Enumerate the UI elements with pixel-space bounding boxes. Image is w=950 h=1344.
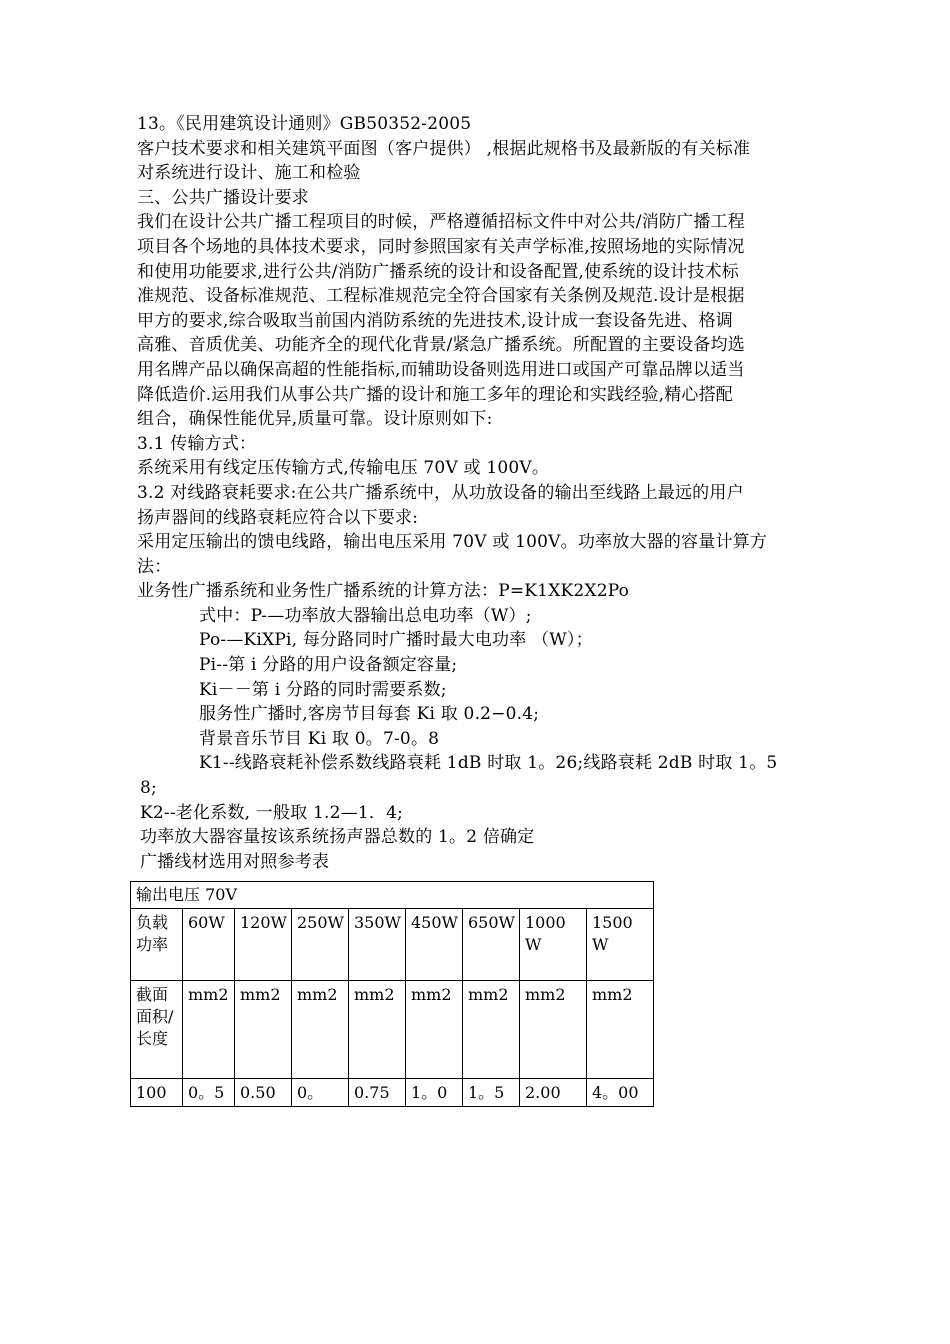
text-line: 8;: [140, 778, 157, 799]
text-line: 式中：P-—功率放大器输出总电功率（W）;: [199, 605, 532, 626]
table-cell: mm2: [235, 981, 292, 1079]
table-row: [131, 981, 654, 1079]
table-cell: mm2: [520, 981, 587, 1079]
table-cell: 250W: [292, 909, 349, 981]
body-text: [137, 112, 827, 604]
text-line: 客户技术要求和相关建筑平面图（客户提供） ,根据此规格书及最新版的有关标准: [137, 138, 751, 159]
text-line: 3.2 对线路衰耗要求:在公共广播系统中，从功放设备的输出至线路上最远的用户: [137, 482, 744, 503]
table-cell: 450W: [406, 909, 463, 981]
text-line: Po-—KiXPi, 每分路同时广播时最大电功率 （W）；: [199, 630, 593, 651]
table-cell: 60W: [183, 909, 235, 981]
table-cell: 0。: [292, 1079, 349, 1107]
text-line: 法：: [137, 556, 172, 577]
text-line: 扬声器间的线路衰耗应符合以下要求:: [137, 507, 419, 528]
text-line: 对系统进行设计、施工和检验: [137, 163, 361, 184]
table-cell: 2.00: [520, 1079, 587, 1107]
formula-definitions: [137, 604, 827, 776]
table-row: [131, 909, 654, 981]
row-header-cell: 100: [131, 1079, 183, 1107]
table-cell: 650W: [463, 909, 520, 981]
text-line: 高雅、音质优美、功能齐全的现代化背景/紧急广播系统。所配置的主要设备均选: [137, 335, 745, 356]
text-line: K1--线路衰耗补偿系数线路衰耗 1dB 时取 1。26;线路衰耗 2dB 时取 1。5: [199, 753, 778, 774]
text-line: 和使用功能要求,进行公共/消防广播系统的设计和设备配置,使系统的设计技术标: [137, 261, 739, 282]
table-cell: 1500W: [587, 909, 654, 981]
text-line: 3.1 传输方式：: [137, 433, 257, 454]
table-cell: 1。0: [406, 1079, 463, 1107]
table-cell: mm2: [349, 981, 406, 1079]
table-cell: 0.75: [349, 1079, 406, 1107]
text-line: 准规范、设备标准规范、工程标准规范完全符合国家有关条例及规范.设计是根据: [137, 286, 745, 307]
text-line: 广播线材选用对照参考表: [140, 851, 330, 872]
table-cell: 4。00: [587, 1079, 654, 1107]
table-title: 输出电压 70V: [131, 882, 654, 909]
text-line: K2--老化系数, 一般取 1.2—1．4;: [140, 802, 404, 823]
text-line: 项目各个场地的具体技术要求，同时参照国家有关声学标准,按照场地的实际情况: [137, 236, 745, 257]
text-line: 三、公共广播设计要求: [137, 187, 309, 208]
table-cell: mm2: [463, 981, 520, 1079]
document-body: [137, 112, 827, 874]
table-cell: 0.50: [235, 1079, 292, 1107]
row-header-cell: 负载功率: [131, 909, 183, 981]
table-cell: 0。5: [183, 1079, 235, 1107]
text-line: 组合，确保性能优异,质量可靠。设计原则如下:: [137, 409, 493, 430]
text-line: 系统采用有线定压传输方式,传输电压 70V 或 100V。: [137, 458, 550, 479]
table-cell: mm2: [183, 981, 235, 1079]
text-line: 采用定压输出的馈电线路，输出电压采用 70V 或 100V。功率放大器的容量计算方: [137, 532, 768, 553]
text-line: 业务性广播系统和业务性广播系统的计算方法：P=K1XK2X2Po: [137, 581, 630, 602]
table-cell: 120W: [235, 909, 292, 981]
row-header-cell: 截面面积/长度: [131, 981, 183, 1079]
table-cell: mm2: [406, 981, 463, 1079]
table-row: [131, 1079, 654, 1107]
table-cell: 350W: [349, 909, 406, 981]
table-cell: 1000W: [520, 909, 587, 981]
text-line: 13。《民用建筑设计通则》GB50352-2005: [137, 114, 472, 134]
table-cell: mm2: [292, 981, 349, 1079]
table-cell: mm2: [587, 981, 654, 1079]
text-line: Ki－－第 i 分路的同时需要系数;: [199, 679, 447, 700]
table-cell: 1。5: [463, 1079, 520, 1107]
text-line: 背景音乐节目 Ki 取 0。7-0。8: [199, 728, 440, 749]
text-line: 我们在设计公共广播工程项目的时候，严格遵循招标文件中对公共/消防广播工程: [137, 212, 745, 233]
wire-reference-table: [130, 881, 654, 1107]
text-line: 服务性广播时,客房节目每套 Ki 取 0.2−0.4;: [199, 704, 540, 725]
text-line: 降低造价.运用我们从事公共广播的设计和施工多年的理论和实践经验,精心搭配: [137, 384, 734, 405]
text-line: 功率放大器容量按该系统扬声器总数的 1。2 倍确定: [140, 827, 535, 848]
body-text-tail: [137, 776, 827, 874]
text-line: 甲方的要求,综合吸取当前国内消防系统的先进技术,设计成一套设备先进、格调: [137, 310, 734, 331]
text-line: Pi--第 i 分路的用户设备额定容量;: [199, 655, 458, 676]
text-line: 用名牌产品以确保高超的性能指标,而辅助设备则选用进口或国产可靠品牌以适当: [137, 359, 745, 380]
